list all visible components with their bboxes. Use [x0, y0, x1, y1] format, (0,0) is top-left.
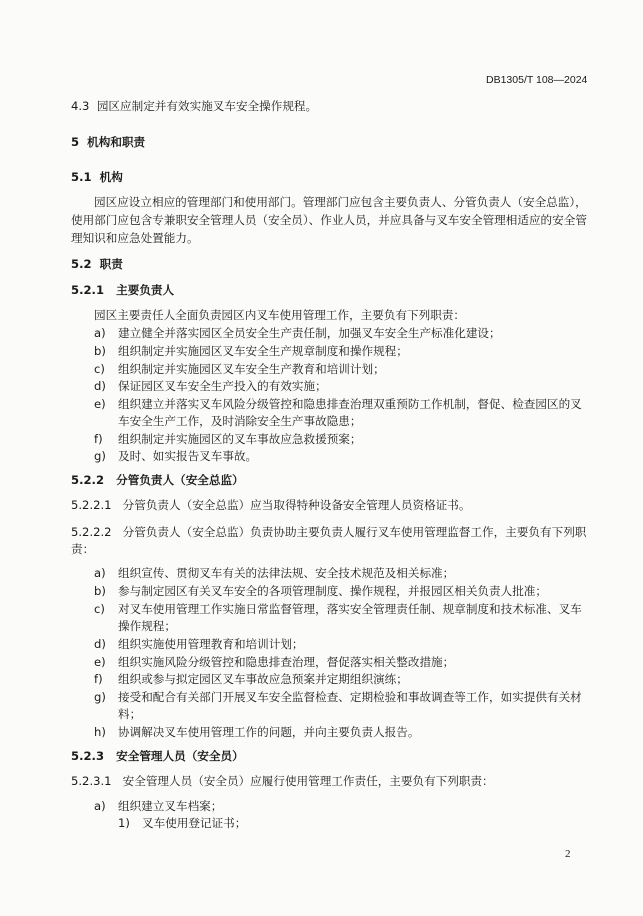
section-5-2-3-heading [71, 748, 244, 765]
list-item-continuation: 料； [118, 707, 142, 721]
section-5-2-2-heading [71, 472, 244, 489]
clause-5-2-2-1 [71, 497, 470, 514]
list-marker: a) [94, 799, 106, 813]
list-marker: g) [94, 449, 106, 463]
section-5-2-heading [71, 256, 123, 273]
paragraph-line: 理知识和应急处置能力。 [71, 231, 199, 245]
clause-number: 4.3 [71, 99, 90, 113]
clause-number: 5.2.3.1 [71, 774, 112, 788]
list-marker: d) [94, 637, 106, 651]
list-item: 组织制定并实施园区叉车安全生产规章制度和操作规程； [118, 344, 408, 358]
list-item: 组织或参与拟定园区叉车事故应急预案并定期组织演练； [118, 672, 408, 686]
section-title: 职责 [99, 257, 123, 271]
section-5-2-1-heading [71, 282, 174, 299]
list-item: 组织制定并实施园区的叉车事故应急救援预案； [118, 432, 362, 446]
list-item: 组织实施风险分级管控和隐患排查治理，督促落实相关整改措施； [118, 655, 455, 669]
list-item: 参与制定园区有关叉车安全的各项管理制度、操作规程，并报园区相关负责人批准； [118, 584, 547, 598]
list-marker: g) [94, 690, 106, 704]
page-number: 2 [565, 848, 571, 860]
section-number: 5.1 [71, 170, 92, 184]
section-title: 机构 [99, 170, 123, 184]
list-marker: f) [94, 672, 103, 686]
list-marker: a) [94, 566, 106, 580]
section-number: 5.2.2 [71, 473, 105, 487]
section-5-heading [71, 134, 145, 151]
list-item: 组织实施使用管理教育和培训计划； [118, 637, 304, 651]
clause-text: 园区应制定并有效实施叉车安全操作规程。 [96, 99, 318, 113]
section-title: 分管负责人（安全总监） [116, 473, 244, 487]
list-marker: b) [94, 584, 106, 598]
list-marker: a) [94, 326, 106, 340]
sublist-marker: 1) [118, 816, 130, 830]
paragraph-line: 使用部门应包含专兼职安全管理人员（安全员）、作业人员，并应具备与叉车安全管理相适应的安全管 [71, 213, 587, 227]
list-item: 组织制定并实施园区叉车安全生产教育和培训计划； [118, 362, 385, 376]
list-marker: c) [94, 362, 105, 376]
list-item: 建立健全并落实园区全员安全生产责任制，加强叉车安全生产标准化建设； [118, 326, 501, 340]
list-item: 协调解决叉车使用管理工作的问题，并向主要负责人报告。 [118, 725, 420, 739]
clause-number: 5.2.2.2 [71, 525, 112, 539]
clause-text: 分管负责人（安全总监）应当取得特种设备安全管理人员资格证书。 [122, 498, 471, 512]
clause-4-3 [71, 98, 317, 115]
clause-text-continuation: 责： [71, 542, 95, 556]
list-item: 及时、如实报告叉车事故。 [118, 449, 258, 463]
clause-5-2-2-2 [71, 524, 586, 541]
section-title: 机构和职责 [87, 135, 146, 149]
list-marker: c) [94, 602, 105, 616]
list-item: 组织建立叉车档案； [118, 799, 223, 813]
list-item: 组织宣传、贯彻叉车有关的法律法规、安全技术规范及相关标准； [118, 566, 455, 580]
list-marker: e) [94, 655, 106, 669]
list-item-continuation: 操作规程； [118, 619, 176, 633]
list-marker: d) [94, 379, 106, 393]
section-5-1-heading [71, 169, 123, 186]
section-number: 5.2 [71, 257, 92, 271]
clause-text: 分管负责人（安全总监）负责协助主要负责人履行叉车使用管理监督工作，主要负有下列职 [122, 525, 587, 539]
section-number: 5.2.3 [71, 749, 105, 763]
list-marker: e) [94, 397, 106, 411]
list-marker: b) [94, 344, 106, 358]
list-marker: h) [94, 725, 106, 739]
list-marker: f) [94, 432, 103, 446]
list-item: 组织建立并落实叉车风险分级管控和隐患排查治理双重预防工作机制，督促、检查园区的叉 [118, 397, 582, 411]
list-item: 对叉车使用管理工作实施日常监督管理，落实安全管理责任制、规章制度和技术标准、叉车 [118, 602, 582, 616]
paragraph-line: 园区应设立相应的管理部门和使用部门。管理部门应包含主要负责人、分管负责人（安全总监）， [94, 195, 587, 209]
clause-number: 5.2.2.1 [71, 498, 112, 512]
sublist-item: 叉车使用登记证书； [142, 816, 247, 830]
clause-text: 安全管理人员（安全员）应履行使用管理工作责任，主要负有下列职责： [122, 774, 494, 788]
list-item-continuation: 车安全生产工作，及时消除安全生产事故隐患； [118, 414, 362, 428]
list-item: 接受和配合有关部门开展叉车安全监督检查、定期检验和事故调查等工作，如实提供有关材 [118, 690, 582, 704]
list-item: 保证园区叉车安全生产投入的有效实施； [118, 379, 327, 393]
section-title: 安全管理人员（安全员） [116, 749, 244, 763]
intro-text: 园区主要责任人全面负责园区内叉车使用管理工作，主要负有下列职责： [94, 308, 466, 322]
section-title: 主要负责人 [116, 283, 175, 297]
clause-5-2-3-1 [71, 773, 494, 790]
document-id: DB1305/T 108—2024 [486, 74, 588, 86]
section-number: 5.2.1 [71, 283, 105, 297]
section-number: 5 [71, 135, 80, 149]
